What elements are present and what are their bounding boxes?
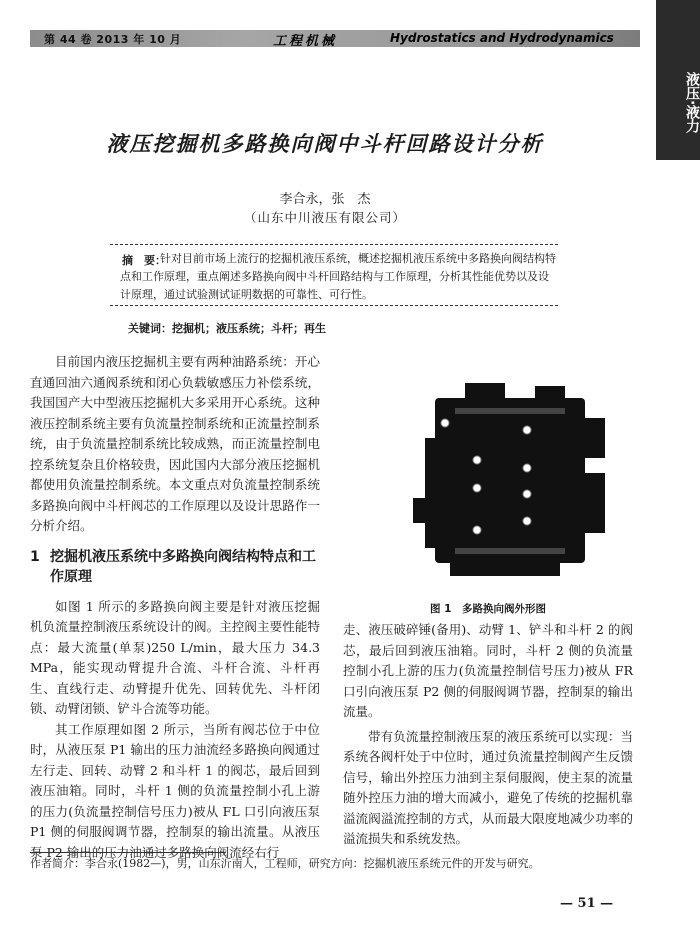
- section-title: 挖掘机液压系统中多路换向阀结构特点和工作原理: [50, 548, 316, 585]
- side-tab-label: 液压·液力: [684, 72, 700, 134]
- article-title: 液压挖掘机多路换向阀中斗杆回路设计分析: [106, 131, 544, 156]
- author-footnote: 作者简介：李合永(1982—)，男，山东沂南人，工程师，研究方向：挖掘机液压系统元件的开发与研究。: [30, 857, 540, 870]
- intro-paragraph: 目前国内液压挖掘机主要有两种油路系统：开心直通回油六通阀系统和闭心负载敏感压力补偿系统，我国国产大中型液压挖掘机大多采用开心系统。这种液压控制系统主要有负流量控制系统和正流量控制系统，由于负流量控制系统比较成熟，而正流量控制电控系统复杂且价格较贵，因此国内大部分液压挖掘机都使用负流量控制系统。本文重点对负流量控制系统多路换向阀中斗杆阀芯的工作原理以及设计思路作一分析介绍。: [30, 354, 320, 533]
- page-number: — 51 —: [560, 896, 614, 911]
- abstract-label: 摘 要：: [122, 254, 166, 267]
- keywords: 关键词：挖掘机；液压系统；斗杆；再生: [128, 322, 326, 335]
- journal-header-bar: [30, 30, 640, 47]
- section-english-title: Hydrostatics and Hydrodynamics: [390, 31, 614, 45]
- section-side-tab: [656, 0, 700, 160]
- journal-name: 工程机械: [273, 34, 338, 49]
- right-paragraph-1: 走、液压破碎锤(备用)、动臂 1、铲斗和斗杆 2 的阀芯，最后回到液压油箱。同时，斗杆 2 侧的负流量控制小孔上游的压力(负流量控制信号压力)被从 FR 口引向液压泵 P2 侧的伺服阀调节器，控制泵的输出流量。: [343, 622, 633, 719]
- right-paragraph-2: 带有负流量控制液压泵的液压系统可以实现：当系统各阀杆处于中位时，通过负流量控制阀产生反馈信号，输出外控压力油到主泵伺服阀，使主泵的流量随外控压力油的增大而减小，避免了传统的挖掘机靠溢流阀溢流控制的方式，从而最大限度地减少功率的溢流损失和系统发热。: [343, 728, 633, 846]
- figure-caption: 图 1 多路换向阀外形图: [430, 603, 546, 615]
- article-affiliation: （山东中川液压有限公司）: [243, 210, 406, 225]
- article-authors: 李合永，张 杰: [279, 192, 371, 207]
- section-paragraph-2: 其工作原理如图 2 所示，当所有阀芯位于中位时，从液压泵 P1 输出的压力油流经多路换向阀通过左行走、回转、动臂 2 和斗杆 1 的阀芯，最后回到液压油箱。同时，斗杆 1 侧的负流量控制小孔上游的压力(负流量控制信号压力)被从 FL 口引向液压泵 P1 侧的伺服阀调节器，控制泵的输出流量。从液压泵 P2 输出的压力油通过多路换向阀流经右行: [30, 721, 320, 860]
- section-paragraph-1: 如图 1 所示的多路换向阀主要是针对液压挖掘机负流量控制液压系统设计的阀。主控阀主要性能特点：最大流量(单泵)250 L/min，最大压力 34.3 MPa，能实现动臂提升合流、斗杆合流、斗杆再生、直线行走、动臂提升优先、回转优先、斗杆闭锁、动臂闭锁、铲斗合流等功能。: [30, 598, 320, 716]
- section-number: 1: [30, 548, 40, 565]
- abstract-text: 针对目前市场上流行的挖掘机液压系统，概述挖掘机液压系统中多路换向阀结构特点和工作原理，重点阐述多路换向阀中斗杆回路结构与工作原理，分析其性能优势以及设计原理，通过试验测试证明数据的可靠性、可行性。: [120, 252, 556, 301]
- right-column: [343, 620, 633, 850]
- valve-block-figure: [405, 378, 625, 588]
- journal-issue: 第 44 卷 2013 年 10 月: [44, 33, 182, 46]
- left-column: [30, 352, 320, 863]
- footnote-rule: [30, 852, 225, 853]
- section-heading: [30, 547, 320, 587]
